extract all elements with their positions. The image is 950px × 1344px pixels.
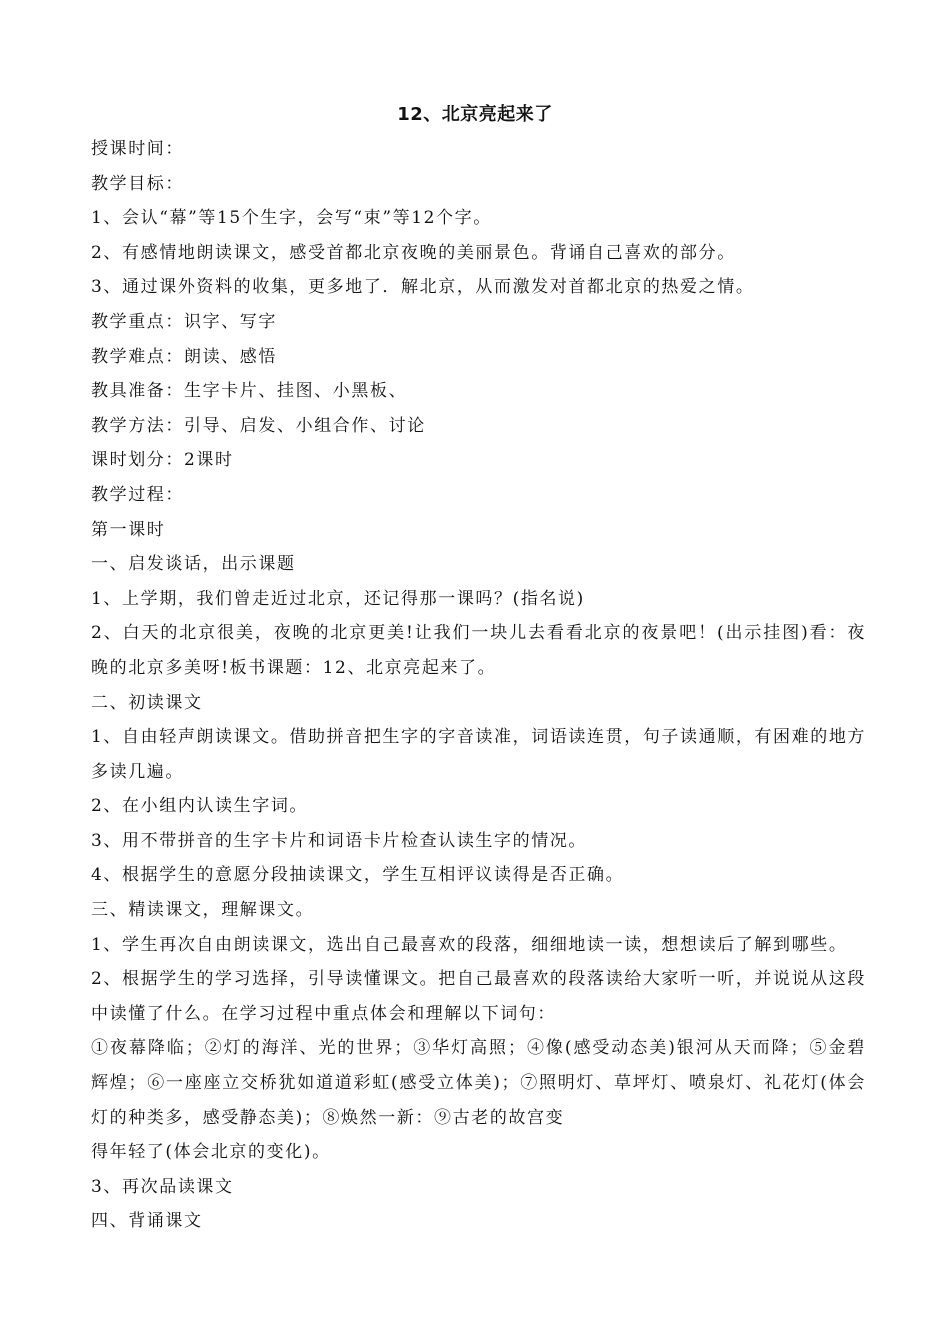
section-2-item-3: 3、用不带拼音的生字卡片和词语卡片检查认读生字的情况。 (91, 830, 588, 851)
section-3-item-1: 1、学生再次自由朗读课文，选出自己最喜欢的段落，细细地读一读，想想读后了解到哪些。 (91, 934, 848, 955)
section-2-item-1: 1、自由轻声朗读课文。借助拼音把生字的字音读准，词语读连贯，句子读通顺，有困难的地方多读几遍。 (91, 727, 867, 782)
section-1-item-1: 1、上学期，我们曾走近过北京，还记得那一课吗？(指名说) (91, 588, 585, 609)
key-phrases-continued: 得年轻了(体会北京的变化)。 (91, 1142, 331, 1163)
section-3-item-3: 3、再次品读课文 (91, 1176, 234, 1197)
section-2-heading: 二、初读课文 (91, 692, 203, 713)
class-hours: 课时划分：2课时 (91, 450, 234, 471)
goal-3: 3、通过课外资料的收集，更多地了．解北京，从而激发对首都北京的热爱之情。 (91, 277, 755, 298)
teaching-aids: 教具准备：生字卡片、挂图、小黑板、 (91, 381, 408, 402)
lesson-title: 12、北京亮起来了 (397, 104, 553, 125)
section-1-item-2: 2、白天的北京很美，夜晚的北京更美!让我们一块儿去看看北京的夜景吧！(出示挂图)看：夜晚的北京多美呀!板书课题：12、北京亮起来了。 (91, 623, 866, 678)
section-3-heading: 三、精读课文，理解课文。 (91, 900, 315, 921)
section-4-heading: 四、背诵课文 (91, 1211, 203, 1232)
goal-2: 2、有感情地朗读课文，感受首都北京夜晚的美丽景色。背诵自己喜欢的部分。 (91, 242, 736, 263)
first-lesson-heading: 第一课时 (91, 519, 166, 540)
key-phrases-list: ①夜幕降临；②灯的海洋、光的世界；③华灯高照；④像(感受动态美)银河从天而降；⑤金碧辉煌；⑥一座座立交桥犹如道道彩虹(感受立体美)；⑦照明灯、草坪灯、喷泉灯、礼花灯(体会灯的种类多，感受静态美)；⑧焕然一新：⑨古老的故宫变 (91, 1038, 866, 1128)
section-2-item-4: 4、根据学生的意愿分段抽读课文，学生互相评议读得是否正确。 (91, 865, 625, 886)
lesson-body (91, 132, 866, 1239)
goal-1: 1、会认“幕”等15个生字，会写“束”等12个字。 (91, 208, 492, 229)
section-3-item-2: 2、根据学生的学习选择，引导读懂课文。把自己最喜欢的段落读给大家听一听，并说说从这段中读懂了什么。在学习过程中重点体会和理解以下词句： (91, 969, 867, 1024)
section-2-item-2: 2、在小组内认读生字词。 (91, 796, 309, 817)
teaching-methods: 教学方法：引导、启发、小组合作、讨论 (91, 415, 426, 436)
teaching-goals-heading: 教学目标： (91, 173, 184, 194)
section-1-heading: 一、启发谈话，出示课题 (91, 554, 296, 575)
difficult-points: 教学难点：朗读、感悟 (91, 346, 277, 367)
teaching-time-label: 授课时间： (91, 139, 184, 159)
teaching-process-heading: 教学过程： (91, 484, 184, 505)
key-points: 教学重点：识字、写字 (91, 311, 277, 332)
